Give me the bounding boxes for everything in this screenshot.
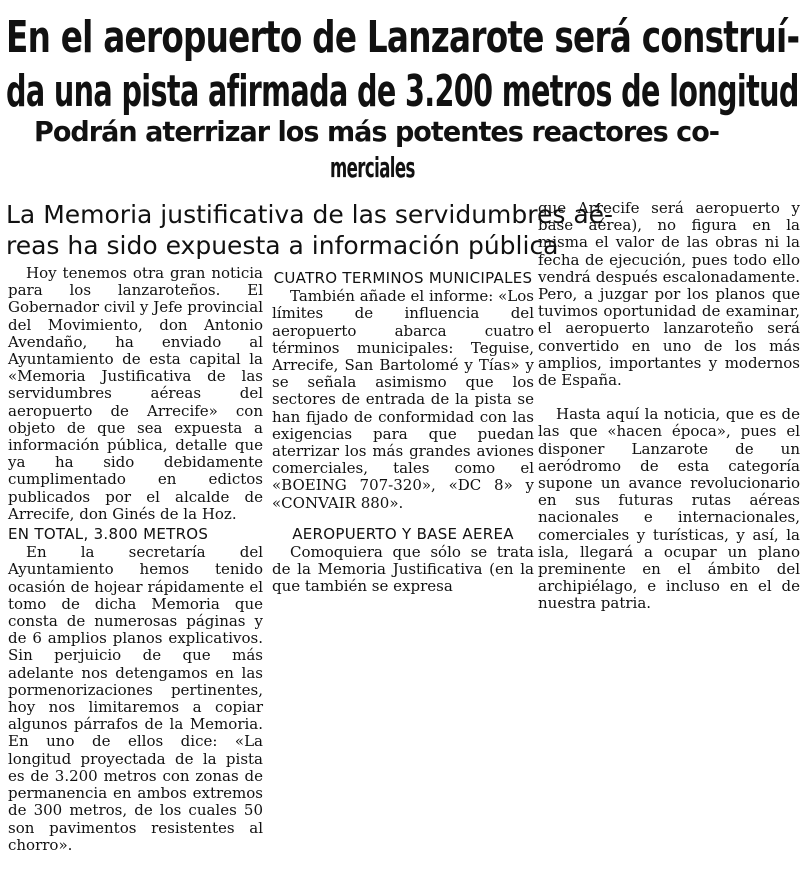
paragraph: Comoquiera que sólo se trata de la Memoria Justificativa (en la que también se expresa	[272, 543, 534, 596]
paragraph: También añade el informe: «Los límites de influencia del aeropuerto abarca cuatro términos municipales: Teguise, Arrecife, San Bartolomé y Tías» y se señala asimismo que los sectores de entrada de la pista se han fijado de conformidad con las exigencias para que puedan aterrizar los más grandes aviones comerciales, tales como el «BOEING 707-320», «DC 8» y «CONVAIR 880».	[272, 287, 534, 512]
section-subhead: AEROPUERTO Y BASE AEREA	[292, 524, 514, 543]
headline-line-1: En el aeropuerto de Lanzarote será construí-	[6, 12, 800, 63]
paragraph: Hoy tenemos otra gran noticia para los lanzaroteños. El Gobernador civil y Jefe provincial del Movimiento, don Antonio Avendaño, ha enviado al Ayuntamiento de esta capital la «Memoria Justificativa de las servidumbres aéreas del aeropuerto de Arrecife» con objeto de que sea expuesta a información pública, detalle que ya ha sido debidamente cumplimentado en edictos publicados por el alcalde de Arrecife, don Ginés de la Hoz.	[8, 264, 263, 523]
article-column-3	[538, 200, 800, 613]
section-subhead: EN TOTAL, 3.800 METROS	[8, 525, 209, 544]
subheadline-line-2: reas ha sido expuesta a información pública	[6, 231, 559, 260]
paragraph: Hasta aquí la noticia, que es de las que «hacen época», pues el disponer Lanzarote de un aeródromo de esta categoría supone un avance revolucionario en sus futuras rutas aéreas nacionales e internacionales, comerciales y turísticas, y así, la isla, llegará a ocupar un plano preminente en el ámbito del archipiélago, e incluso en el de nuestra patria.	[538, 405, 800, 613]
paragraph: En la secretaría del Ayuntamiento hemos tenido ocasión de hojear rápidamente el tomo de dicha Memoria que consta de numerosas páginas y de 6 amplios planos explicativos. Sin perjuicio de que más adelante nos detengamos en las pormenorizaciones pertinentes, hoy nos limitaremos a copiar algunos párrafos de la Memoria. En uno de ellos dice: «La longitud proyectada de la pista es de 3.200 metros con zonas de permanencia en ambos extremos de 300 metros, de los cuales 50 son pavimentos resistentes al chorro».	[8, 543, 263, 854]
deck-line-2: merciales	[330, 151, 415, 184]
headline-line-2: da una pista afirmada de 3.200 metros de longitud	[6, 66, 799, 117]
subheadline-line-1: La Memoria justificativa de las servidumbres aé-	[6, 200, 614, 229]
article-column-2	[272, 267, 534, 596]
section-subhead: CUATRO TERMINOS MUNICIPALES	[273, 269, 533, 287]
paragraph: que Arrecife será aeropuerto y base aérea), no figura en la misma el valor de las obras ni la fecha de ejecución, pues todo ello vendrá después escalonadamente. Pero, a juzgar por los planos que tuvimos oportunidad de examinar, el aeropuerto lanzaroteño será convertido en uno de los más amplios, importantes y modernos de España.	[538, 199, 800, 390]
article-column-1	[8, 265, 263, 854]
deck-line-1: Podrán aterrizar los más potentes reactores co-	[34, 115, 720, 148]
